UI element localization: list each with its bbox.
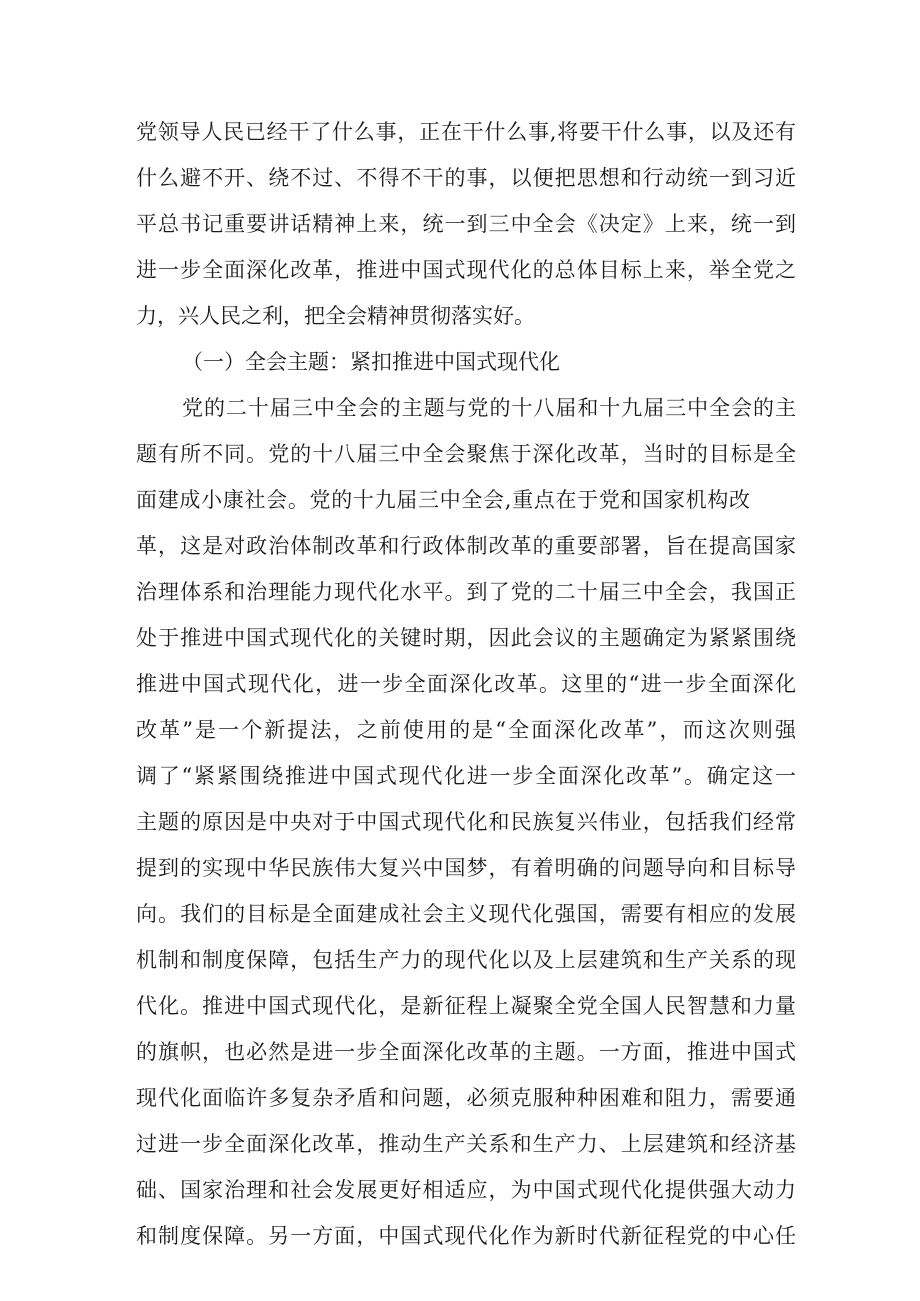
text-line: 什么避不开、绕不过、不得不干的事，以便把思想和行动统一到习近: [136, 166, 796, 190]
paragraph-first-line: 党的二十届三中全会的主题与党的十八届和十九届三中全会的主: [182, 396, 796, 420]
text-line: 机制和制度保障，包括生产力的现代化以及上层建筑和生产关系的现: [136, 948, 796, 972]
text-line: 党领导人民已经干了什么事，正在干什么事,将要干什么事，以及还有: [136, 120, 796, 144]
text-line: 处于推进中国式现代化的关键时期，因此会议的主题确定为紧紧围绕: [136, 626, 796, 650]
text-line: 和制度保障。另一方面，中国式现代化作为新时代新征程党的中心任: [136, 1224, 796, 1248]
text-line: 现代化面临许多复杂矛盾和问题，必须克服种种困难和阻力，需要通: [136, 1086, 796, 1110]
text-line: 向。我们的目标是全面建成社会主义现代化强国，需要有相应的发展: [136, 902, 796, 926]
text-line: 进一步全面深化改革，推进中国式现代化的总体目标上来，举全党之: [136, 258, 796, 282]
text-line: 面建成小康社会。党的十九届三中全会,重点在于党和国家机构改: [136, 488, 750, 512]
section-heading: （一）全会主题：紧扣推进中国式现代化: [182, 350, 560, 374]
text-line: 调了“紧紧围绕推进中国式现代化进一步全面深化改革”。确定这一: [136, 764, 796, 788]
text-line: 治理体系和治理能力现代化水平。到了党的二十届三中全会，我国正: [136, 580, 796, 604]
text-line: 主题的原因是中央对于中国式现代化和民族复兴伟业，包括我们经常: [136, 810, 796, 834]
text-line: 提到的实现中华民族伟大复兴中国梦，有着明确的问题导向和目标导: [136, 856, 796, 880]
text-line: 力，兴人民之利，把全会精神贯彻落实好。: [136, 304, 535, 328]
text-line: 革，这是对政治体制改革和行政体制改革的重要部署，旨在提高国家: [136, 534, 796, 558]
text-line: 题有所不同。党的十八届三中全会聚焦于深化改革，当时的目标是全: [136, 442, 796, 466]
text-line: 改革”是一个新提法，之前使用的是“全面深化改革”，而这次则强: [136, 718, 796, 742]
text-line: 过进一步全面深化改革，推动生产关系和生产力、上层建筑和经济基: [136, 1132, 796, 1156]
text-line: 推进中国式现代化，进一步全面深化改革。这里的“进一步全面深化: [136, 672, 796, 696]
text-line: 础、国家治理和社会发展更好相适应，为中国式现代化提供强大动力: [136, 1178, 796, 1202]
text-line: 平总书记重要讲话精神上来，统一到三中全会《决定》上来，统一到: [136, 212, 796, 236]
text-line: 的旗帜，也必然是进一步全面深化改革的主题。一方面，推进中国式: [136, 1040, 796, 1064]
text-line: 代化。推进中国式现代化，是新征程上凝聚全党全国人民智慧和力量: [136, 994, 796, 1018]
